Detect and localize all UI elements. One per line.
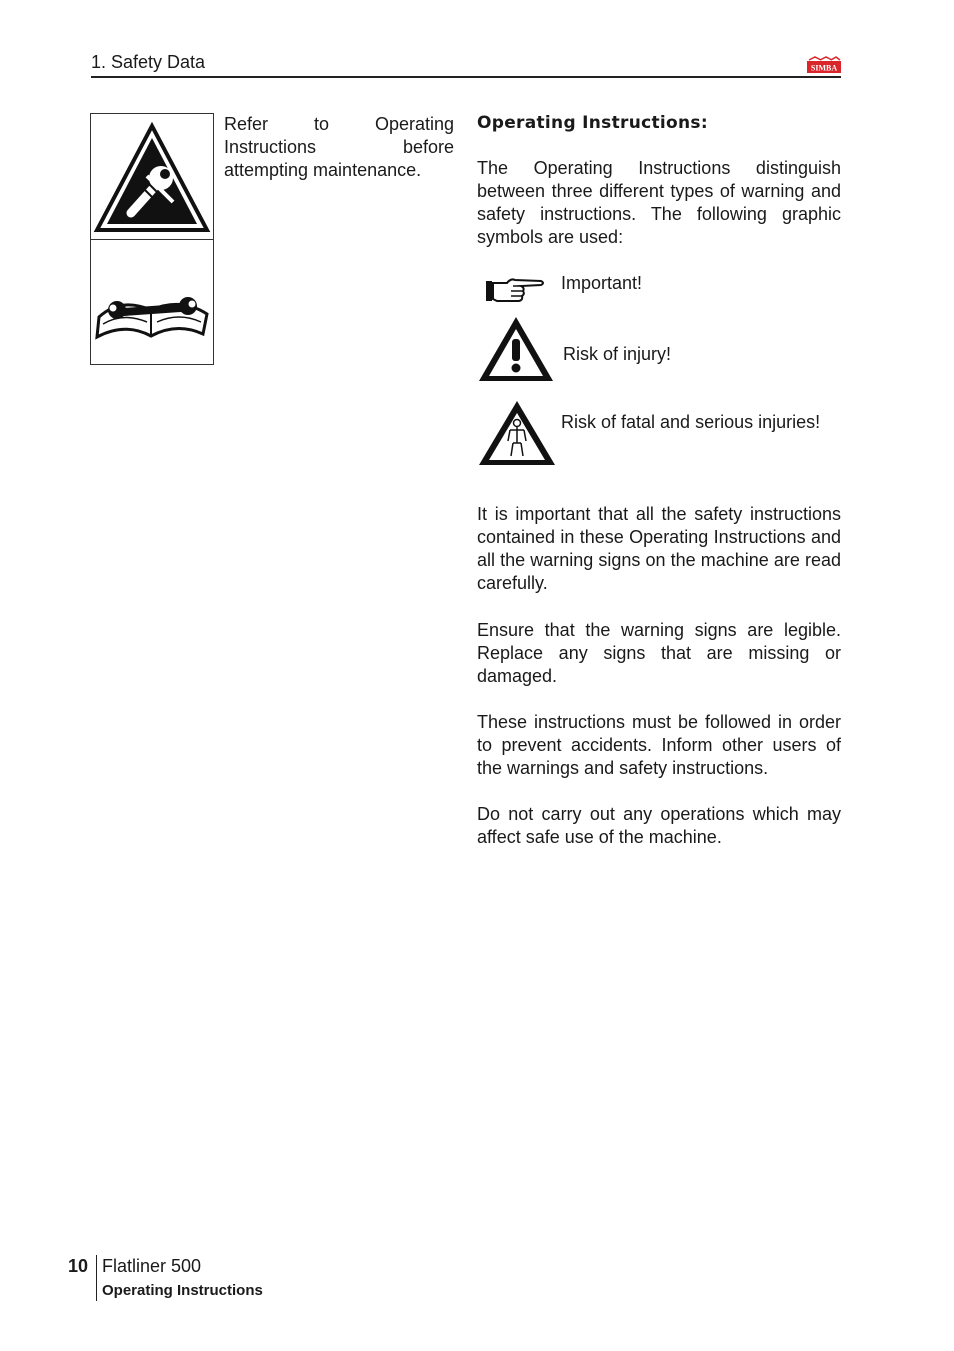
intro-paragraph: The Operating Instructions distinguish between three different types of warning and safety instructions. The following graphic symbols are used: xyxy=(477,158,841,247)
header-rule xyxy=(91,76,841,78)
symbol-label-important: Important! xyxy=(561,273,643,293)
manual-wrench-icon xyxy=(91,242,213,364)
footer-product: Flatliner 500 xyxy=(102,1256,202,1276)
symbol-row-fatal xyxy=(477,399,841,469)
simba-logo xyxy=(806,56,842,74)
sign-caption: Refer to Operating Instructions before attempting maintenance. xyxy=(224,114,454,180)
symbol-row-important xyxy=(477,272,841,306)
logo-text: SIMBA xyxy=(810,63,838,73)
symbol-label-injury: Risk of injury! xyxy=(563,344,672,364)
footer-rule xyxy=(96,1255,97,1301)
symbol-label-fatal: Risk of fatal and serious injuries! xyxy=(561,412,821,432)
paragraph-legible-signs: Ensure that the warning signs are legible. Replace any signs that are missing or damaged. xyxy=(477,620,841,686)
paragraph-read-carefully: It is important that all the safety instructions contained in these Operating Instructions and all the warning signs on the machine are read carefully. xyxy=(477,504,841,593)
section-heading: Operating Instructions: xyxy=(477,113,708,133)
paragraph-safe-use: Do not carry out any operations which may affect safe use of the machine. xyxy=(477,804,841,847)
maintenance-warning-icon xyxy=(91,118,213,236)
exclamation-warning-icon xyxy=(477,315,555,383)
footer-document: Operating Instructions xyxy=(102,1282,263,1299)
person-warning-icon xyxy=(477,399,557,467)
page-number: 10 xyxy=(68,1256,89,1276)
header-title: 1. Safety Data xyxy=(91,52,206,72)
symbol-row-injury xyxy=(477,315,841,385)
maintenance-sign-panel xyxy=(90,113,214,365)
pointing-hand-icon xyxy=(485,274,547,306)
paragraph-prevent-accidents: These instructions must be followed in order to prevent accidents. Inform other users of the warnings and safety instructions. xyxy=(477,712,841,778)
